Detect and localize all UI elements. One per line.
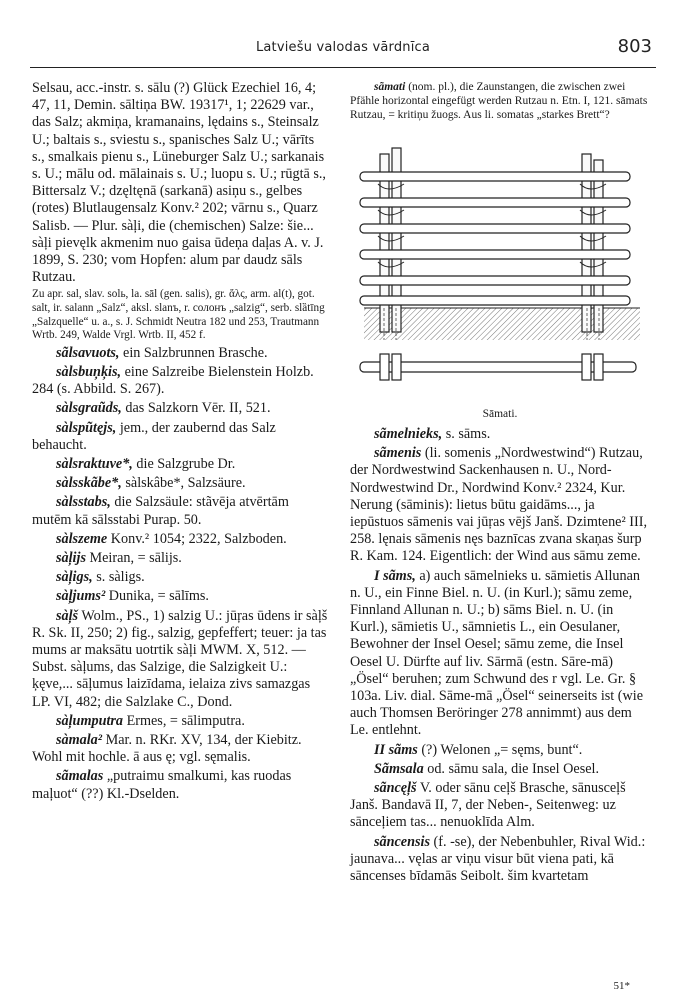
dictionary-entry [32,475,330,492]
dictionary-entry [32,608,330,711]
figure-caption: Sāmati. [482,408,518,420]
entry-headword: sãmelnieks, [374,426,443,442]
dictionary-entry [350,780,650,832]
fence-drawing [350,126,650,396]
right-column [350,80,650,887]
entry-headword: sãmenis [374,445,422,462]
dictionary-entry [32,569,330,586]
entry-headword: sãncensis [374,833,430,850]
dictionary-entry [32,768,330,802]
entry-text: Wolm., PS., 1) salzig U.: jūŗas ūdens ir sàļš R. Sk. II, 250; 2) fig., salzig, gepfeffert; teuer: ja tas mums ar maksātu uotrtik sàļi MWM. X, 512. — Subst. sàļums, das Salzige, die Salzigkeit U.: ķęve,... sāļumus laizīdama, ielaiza zivs samazgas LP. VI, 482; die Salzlake C., Dond. [32,607,328,710]
page-header [30,26,656,68]
entry-text: Zu apr. sal, slav. solь, la. sāl (gen. salis), gr. ἅλς, arm. al(t), got. salt, ir. salann „Salz“, aksl. slanъ, r. cолонъ „salzig“, serb. slȁtīng „Salzquelle“ u. a., s. J. Schmidt Neutra 182 und 253, Trautmann Wrtb. 249, Walde Vrgl. Wrtb. II, 452 f. [32,288,325,342]
entry-headword: sãncęļš [374,780,417,797]
entry-text: eine Salzreibe Bielenstein Holzb. 284 (s. Abbild. S. 267). [32,364,314,398]
right-column-top [350,80,650,122]
dictionary-entry [350,742,650,759]
dictionary-entry [32,345,330,362]
entry-text: Konv.² 1054; 2322, Salzboden. [107,530,287,547]
entry-text: Mar. n. RKr. XV, 134, der Kiebitz. Wohl mit hochle. ā aus ę; vgl. sęmalis. [32,732,302,766]
entry-text: Dunika, = sālīms. [105,588,209,605]
dictionary-entry [32,456,330,473]
entry-text: (f. -se), der Nebenbuhler, Rival Wid.: jaunava... vęlas ar viņu visur būt viena pati, kā sāncenses bīdamās Seibolt. šim kvartetam [350,833,646,885]
dictionary-entry [32,732,330,766]
dictionary-entry [32,80,330,286]
dictionary-entry [350,80,650,122]
entry-headword: sãmalas [56,768,104,785]
dictionary-entry [350,426,650,443]
entry-headword: sàmala² [56,732,103,749]
dictionary-entry [350,568,650,740]
entry-text: (?) Welonen „= sęms, bunt“. [417,741,583,758]
dictionary-entry [32,588,330,605]
entry-text: a) auch sāmelnieks u. sāmietis Allunan n. U., ein Finne Biel. n. U. (in Kurl.); sāmu zeme, Finnland Allunan n. U.; b) sāms Biel. n. U. (in Kurl.), sāmietis U., sāmnietis L., ein Oesulaner, Bewohner der Insel Oesel; sāmu zeme, die Insel Oesel U. Dürfte auf liv. Sārmā (estn. Sāre-mā) „Ösel“ beruhen; zum Schwund des r vgl. Le. Gr. § 103a. Liv. dial. Sāme-mā „Ösel“ seinerseits ist (wie auch Thomsen Beröringer 278 annimmt) aus dem Le. entlehnt. [350,567,643,739]
entry-text: od. sāmu sala, die Insel Oesel. [423,760,599,777]
entry-text: s. sāms. [442,426,491,442]
entry-headword: sàļumputra [56,712,124,729]
dictionary-entry [32,494,330,528]
dictionary-entry [32,364,330,398]
entry-headword: I sãms, [374,567,416,584]
entry-headword: sãlsavuots, [56,344,120,361]
running-title: Latviešu valodas vārdnīca [255,40,431,55]
entry-headword: sãmati [374,81,406,93]
entry-text: V. oder sānu ceļš Brasche, sānusceļš Janš. Bandavā II, 7, der Neben-, Seitenweg: uz sānceļiem tas... nenuoklīda Alm. [350,780,626,831]
entry-headword: sàlsraktuve*, [56,456,133,473]
entry-text: „putraimu smalkumi, kas ruodas maļuot“ (??) Kl.-Dselden. [32,768,292,802]
fence-illustration [350,126,650,406]
entry-headword: Sãmsala [374,760,424,777]
entry-headword: sàļigs, [56,569,93,586]
dictionary-entry [32,288,330,342]
entry-text: Meiran, = sālijs. [85,550,182,567]
entry-headword: sàlsskãbe*, [56,475,122,492]
entry-text: (li. somenis „Nordwestwind“) Rutzau, der Nordwestwind Sackenhausen n. U., Nord-Nordwestwind Dr., Nordwind Konv.² 2324, Kur. Nerung (sāminis): lietus būtu gaidāms..., ja iepūstuos sāmenis vai jūŗas vējš Janš. Dzimtene² III, 258. lęnais sāmenis nęs baznīcas zvana skaņas šurp R. Kam. 124. Eigentlich: der Wind aus sāmu zeme. [350,445,648,565]
entry-headword: sàlsstabs, [56,494,111,511]
entry-text: s. sàligs. [92,569,145,586]
dictionary-entry [32,400,330,417]
signature-mark: 51* [613,980,630,992]
entry-headword: sàļš [56,607,79,624]
page-number: 803 [617,36,652,57]
entry-text: sàlskâbe*, Salzsäure. [121,475,246,492]
entry-headword: sàlsbuņķis, [56,364,122,381]
entry-text: (nom. pl.), die Zaunstangen, die zwischen zwei Pfähle horizontal eingefügt werden Rutzau n. Etn. I, 121. sāmats Rutzau, = kritiņu žuogs. Aus li. somatas „starkes Brett“? [350,81,648,121]
entry-text: Ermes, = sālimputra. [123,712,245,729]
dictionary-entry [350,761,650,778]
entry-headword: sàlspũtęjs, [56,419,117,436]
entry-headword: sàļijs [56,550,86,567]
dictionary-entry [350,834,650,886]
dictionary-entry [32,713,330,730]
dictionary-entry [32,550,330,567]
entry-headword: sàlsgraũds, [56,400,122,417]
dictionary-entry [350,445,650,565]
entry-text: jem., der zaubernd das Salz behaucht. [32,419,276,453]
dictionary-entry [32,420,330,454]
entry-text: die Salzgrube Dr. [132,456,236,473]
entry-headword: sàļjums² [56,588,106,605]
left-column [32,80,330,805]
entry-headword: II sãms [374,741,418,758]
entry-text: Selsau, acc.-instr. s. sālu (?) Glück Ezechiel 16, 4; 47, 11, Demin. sāltiņa BW. 19317¹, 1; 22629 var., das Salz; akmiņa, kramanains, lędains s., Steinsalz U.; baltais s., sviestu s., spanisches Salz U.; vārīts s., smalkais pienu s., Lüneburger Salz U.; sarkanais s. U.; mālu od. mālainais s. U.; luopu s. U.; rūgtā s., Bittersalz V.; dzęltęnā (sarkanā) asiņu s., gelbes (rotes) Blutlaugensalz Konv.² 202; vārnu s., Quarz Salisb. — Plur. sàļi, die (chemischen) Salze: šie... sàļi pievęlk akmenim nuo gaisa ūdeņa daļas A. v. J. 1899, S. 230; vom Hopfen: alum par daudz sāls Rutzau. [32,80,326,286]
dictionary-entry [32,531,330,548]
entry-text: das Salzkorn Vēr. II, 521. [121,400,271,417]
right-column-bottom [350,426,650,885]
entry-text: ein Salzbrunnen Brasche. [119,344,268,361]
entry-headword: sàlszeme [56,530,108,547]
entry-text: die Salzsäule: stãvēja atvērtām mutēm kā sālsstabi Purap. 50. [32,494,289,528]
